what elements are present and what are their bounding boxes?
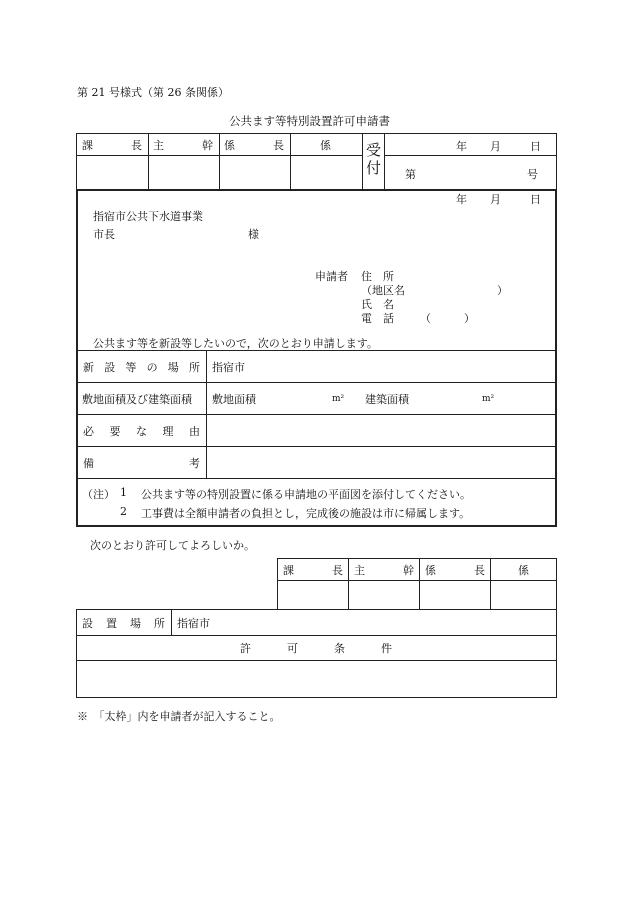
applicant-label: 申請者 — [315, 270, 348, 283]
district-label: （地区名 — [361, 284, 405, 297]
bottom-header-shukan: 主 幹 — [354, 563, 414, 577]
page-title: 公共ます等特別設置許可申請書 — [229, 114, 390, 128]
address-label: 住 所 — [361, 270, 394, 283]
location-field[interactable] — [206, 351, 556, 382]
phone-label: 電 話 — [361, 312, 394, 325]
note2-text: 工事費は全額申請者の負担とし，完成後の施設は市に帰属します。 — [141, 507, 471, 520]
area-label: 敷地面積及び建築面積 — [82, 392, 192, 406]
note1-text: 公共ます等の特別設置に係る申請地の平面図を添付してください。 — [141, 488, 471, 501]
stamp-shukan[interactable] — [148, 155, 219, 189]
conditions-field[interactable] — [77, 661, 556, 697]
bottom-stamp-kakaricho[interactable] — [419, 580, 490, 609]
stamp-kakari[interactable] — [290, 155, 362, 189]
bottom-header-kacho: 課 長 — [283, 563, 343, 577]
reception-month: 月 — [490, 140, 501, 153]
reception-label: 受 付 — [366, 141, 382, 177]
location-value: 指宿市 — [212, 360, 245, 374]
site-area-unit: m² — [332, 393, 345, 404]
remarks-label: 備 考 — [83, 456, 200, 470]
addressee-sama: 様 — [248, 228, 259, 241]
request-text: 公共ます等を新設等したいので，次のとおり申請します。 — [93, 337, 378, 350]
footnote: ※ 「太枠」内を申請者が記入すること。 — [77, 710, 281, 723]
site-area-label: 敷地面積 — [212, 392, 256, 406]
reason-label: 必 要 な 理 由 — [83, 424, 200, 438]
bottom-stamp-kakari[interactable] — [490, 580, 556, 609]
apply-year: 年 — [456, 193, 467, 206]
reception-year: 年 — [456, 140, 467, 153]
reception-dai: 第 — [405, 168, 416, 181]
apply-month: 月 — [490, 193, 501, 206]
reception-go: 号 — [527, 168, 538, 181]
reason-field[interactable] — [206, 415, 556, 446]
district-close: ） — [497, 284, 508, 297]
header-kakari: 係 — [320, 138, 331, 152]
note2-number: 2 — [120, 505, 127, 518]
header-shukan: 主 幹 — [153, 138, 213, 152]
bottom-stamp-kacho[interactable] — [277, 580, 348, 609]
place-value: 指宿市 — [177, 616, 210, 630]
stamp-kakaricho[interactable] — [219, 155, 290, 189]
bottom-header-kakaricho: 係 長 — [425, 563, 485, 577]
place-label: 設 置 場 所 — [82, 616, 165, 630]
form-number: 第 21 号様式（第 26 条関係） — [77, 86, 229, 99]
header-kacho: 課 長 — [82, 138, 142, 152]
permission-text: 次のとおり許可してよろしいか。 — [90, 539, 255, 552]
note-prefix: （注） — [82, 488, 115, 501]
conditions-label: 許 可 条 件 — [240, 642, 392, 655]
building-area-label: 建築面積 — [365, 392, 409, 406]
name-label: 氏 名 — [361, 298, 394, 311]
header-kakaricho: 係 長 — [224, 138, 284, 152]
bottom-header-kakari: 係 — [518, 563, 529, 577]
bottom-stamp-shukan[interactable] — [348, 580, 419, 609]
apply-day: 日 — [530, 193, 541, 206]
remarks-field[interactable] — [206, 447, 556, 478]
addressee-line1: 指宿市公共下水道事業 — [93, 210, 203, 223]
phone-paren: （ ） — [420, 312, 475, 325]
note1-number: 1 — [120, 486, 127, 499]
reception-day: 日 — [530, 140, 541, 153]
building-area-unit: m² — [482, 393, 495, 404]
stamp-kacho[interactable] — [76, 155, 148, 189]
location-label: 新 設 等 の 場 所 — [83, 360, 200, 374]
addressee-line2: 市長 — [93, 228, 115, 241]
